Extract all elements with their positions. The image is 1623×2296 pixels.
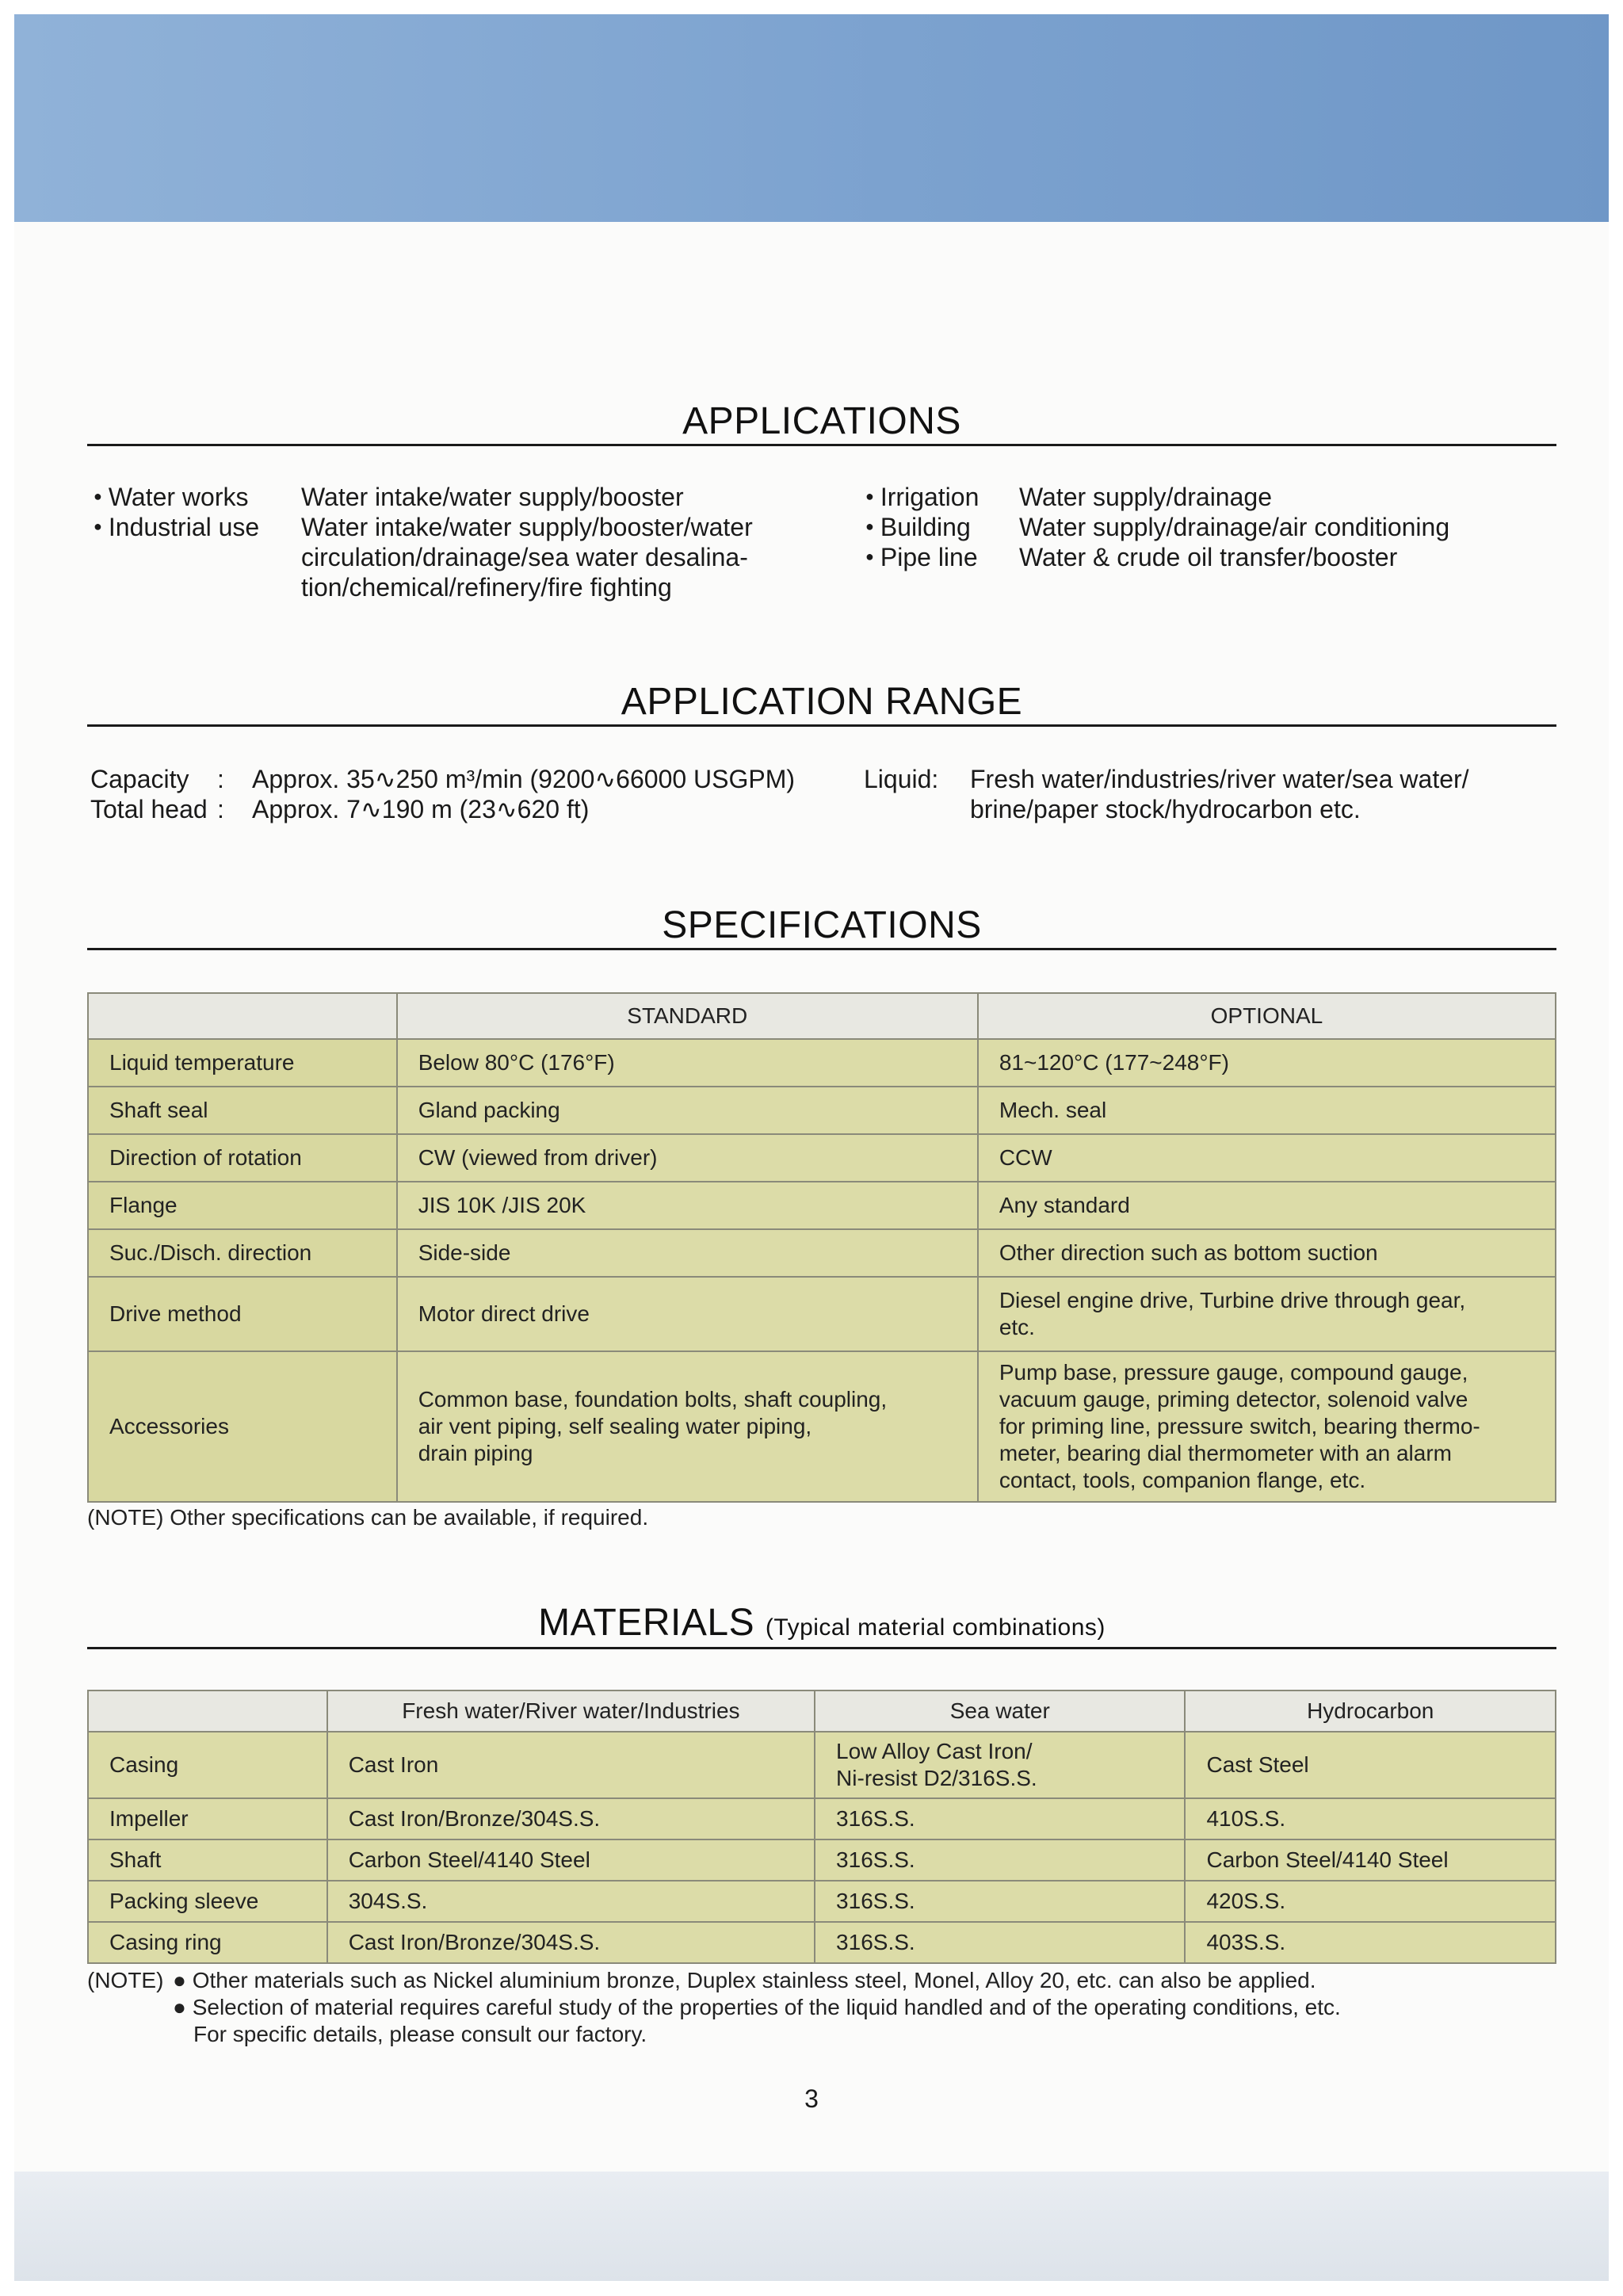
part-cell: Impeller [88, 1798, 327, 1839]
materials-table [87, 1690, 1556, 1964]
table-row [88, 1839, 1556, 1881]
optional-cell: 81~120°C (177~248°F) [978, 1039, 1556, 1087]
hydro-cell: 420S.S. [1185, 1881, 1556, 1922]
header-cell: Sea water [815, 1690, 1185, 1732]
footer-color-band [14, 2172, 1609, 2281]
materials-rule [87, 1647, 1556, 1649]
row-label: Liquid temperature [88, 1039, 397, 1087]
table-header-row [88, 1690, 1556, 1732]
app-item-name: ● Irrigation [865, 482, 979, 516]
header-color-band [14, 14, 1609, 222]
optional-cell [978, 1351, 1556, 1502]
row-label: Accessories [88, 1351, 397, 1502]
standard-cell: Below 80°C (176°F) [397, 1039, 978, 1087]
standard-cell [397, 1351, 978, 1502]
app-item-name: ● Water works [94, 482, 248, 516]
table-row [88, 1087, 1556, 1134]
specifications-note: (NOTE) Other specifications can be available, if required. [87, 1505, 649, 1530]
specifications-rule [87, 948, 1556, 950]
materials-title [87, 1601, 1556, 1645]
fresh-cell: Cast Iron/Bronze/304S.S. [327, 1922, 815, 1963]
header-cell: Fresh water/River water/Industries [327, 1690, 815, 1732]
sea-cell: 316S.S. [815, 1839, 1185, 1881]
head-value: Approx. 7∿190 m (23∿620 ft) [252, 795, 590, 823]
table-header-row [88, 993, 1556, 1039]
app-item-desc: Water supply/drainage/air conditioning [1019, 513, 1450, 541]
app-item-name: ● Building [865, 512, 971, 546]
applications-rule [87, 444, 1556, 446]
optional-cell [978, 1277, 1556, 1351]
header-cell: OPTIONAL [978, 993, 1556, 1039]
standard-cell: JIS 10K /JIS 20K [397, 1182, 978, 1229]
optional-line: vacuum gauge, priming detector, solenoid valve [999, 1387, 1468, 1412]
optional-line: Pump base, pressure gauge, compound gauge, [999, 1360, 1468, 1385]
row-label: Direction of rotation [88, 1134, 397, 1182]
materials-note-text: Other materials such as Nickel aluminium bronze, Duplex stainless steel, Monel, Alloy 20, etc. can also be applied. [192, 1968, 1316, 1992]
range-rule [87, 724, 1556, 727]
table-row [88, 1039, 1556, 1087]
materials-note-label: (NOTE) [87, 1968, 164, 1992]
row-label: Shaft seal [88, 1087, 397, 1134]
hydro-cell: Carbon Steel/4140 Steel [1185, 1839, 1556, 1881]
table-row [88, 1134, 1556, 1182]
row-label: Suc./Disch. direction [88, 1229, 397, 1277]
optional-cell: Other direction such as bottom suction [978, 1229, 1556, 1277]
standard-cell: Side-side [397, 1229, 978, 1277]
standard-line: Common base, foundation bolts, shaft coupling, [418, 1387, 888, 1412]
hydro-cell: 410S.S. [1185, 1798, 1556, 1839]
range-title: APPLICATION RANGE [621, 681, 1023, 723]
standard-line: air vent piping, self sealing water piping, [418, 1414, 812, 1438]
materials-note-tail: For specific details, please consult our factory. [193, 2022, 647, 2046]
liquid-label: Liquid: [864, 765, 939, 793]
head-colon: : [217, 795, 224, 823]
part-cell: Shaft [88, 1839, 327, 1881]
capacity-colon: : [217, 765, 224, 793]
fresh-cell: Cast Iron/Bronze/304S.S. [327, 1798, 815, 1839]
specifications-title: SPECIFICATIONS [662, 904, 982, 946]
hydro-cell: Cast Steel [1185, 1732, 1556, 1798]
app-item-desc: tion/chemical/refinery/fire fighting [301, 573, 672, 602]
row-label: Flange [88, 1182, 397, 1229]
head-label: Total head [90, 795, 208, 823]
optional-line: contact, tools, companion flange, etc. [999, 1468, 1366, 1492]
specifications-table [87, 992, 1556, 1503]
table-row [88, 1732, 1556, 1798]
optional-line: for priming line, pressure switch, bearing thermo- [999, 1414, 1480, 1438]
part-cell: Casing [88, 1732, 327, 1798]
app-item-desc: Water intake/water supply/booster/water [301, 513, 753, 541]
materials-title-main: MATERIALS [538, 1602, 755, 1644]
fresh-cell: Cast Iron [327, 1732, 815, 1798]
header-cell: STANDARD [397, 993, 978, 1039]
table-row [88, 1798, 1556, 1839]
row-label: Drive method [88, 1277, 397, 1351]
header-cell [88, 993, 397, 1039]
part-cell: Packing sleeve [88, 1881, 327, 1922]
optional-cell: CCW [978, 1134, 1556, 1182]
header-cell [88, 1690, 327, 1732]
standard-cell: Motor direct drive [397, 1277, 978, 1351]
table-row [88, 1922, 1556, 1963]
fresh-cell: 304S.S. [327, 1881, 815, 1922]
part-cell: Casing ring [88, 1922, 327, 1963]
app-item-desc: Water intake/water supply/booster [301, 483, 684, 511]
table-row [88, 1182, 1556, 1229]
optional-cell: Mech. seal [978, 1087, 1556, 1134]
standard-cell: Gland packing [397, 1087, 978, 1134]
app-item-name: ● Pipe line [865, 542, 978, 576]
applications-title: APPLICATIONS [682, 400, 961, 442]
materials-note-text: Selection of material requires careful study of the properties of the liquid handled and of the operating conditions, etc. [192, 1995, 1341, 2019]
app-item-desc: circulation/drainage/sea water desalina- [301, 543, 748, 571]
app-item-desc: Water supply/drainage [1019, 483, 1272, 511]
table-row [88, 1229, 1556, 1277]
liquid-value: brine/paper stock/hydrocarbon etc. [970, 795, 1361, 823]
sea-line: Low Alloy Cast Iron/ [836, 1739, 1033, 1763]
header-cell: Hydrocarbon [1185, 1690, 1556, 1732]
table-row [88, 1881, 1556, 1922]
sea-line: Ni-resist D2/316S.S. [836, 1766, 1037, 1790]
materials-note-1: ● Other materials such as Nickel aluminium bronze, Duplex stainless steel, Monel, Alloy 20, etc. can also be applied. [173, 1968, 1316, 1992]
hydro-cell: 403S.S. [1185, 1922, 1556, 1963]
standard-cell: CW (viewed from driver) [397, 1134, 978, 1182]
sea-cell: 316S.S. [815, 1798, 1185, 1839]
table-row [88, 1351, 1556, 1502]
liquid-value: Fresh water/industries/river water/sea water/ [970, 765, 1469, 793]
optional-line: meter, bearing dial thermometer with an alarm [999, 1441, 1452, 1465]
page-number: 3 [804, 2084, 819, 2113]
optional-line: Diesel engine drive, Turbine drive through gear, [999, 1288, 1466, 1312]
optional-line: etc. [999, 1315, 1035, 1339]
capacity-value: Approx. 35∿250 m³/min (9200∿66000 USGPM) [252, 765, 796, 793]
sea-cell: 316S.S. [815, 1922, 1185, 1963]
standard-line: drain piping [418, 1441, 533, 1465]
capacity-label: Capacity [90, 765, 189, 793]
sea-cell [815, 1732, 1185, 1798]
fresh-cell: Carbon Steel/4140 Steel [327, 1839, 815, 1881]
table-row [88, 1277, 1556, 1351]
materials-note-2: ● Selection of material requires careful study of the properties of the liquid handled and of the operating conditions, etc. [173, 1995, 1341, 2019]
app-item-name: ● Industrial use [94, 512, 259, 546]
sea-cell: 316S.S. [815, 1881, 1185, 1922]
materials-subtitle: (Typical material combinations) [765, 1614, 1106, 1641]
app-item-desc: Water & crude oil transfer/booster [1019, 543, 1398, 571]
optional-cell: Any standard [978, 1182, 1556, 1229]
